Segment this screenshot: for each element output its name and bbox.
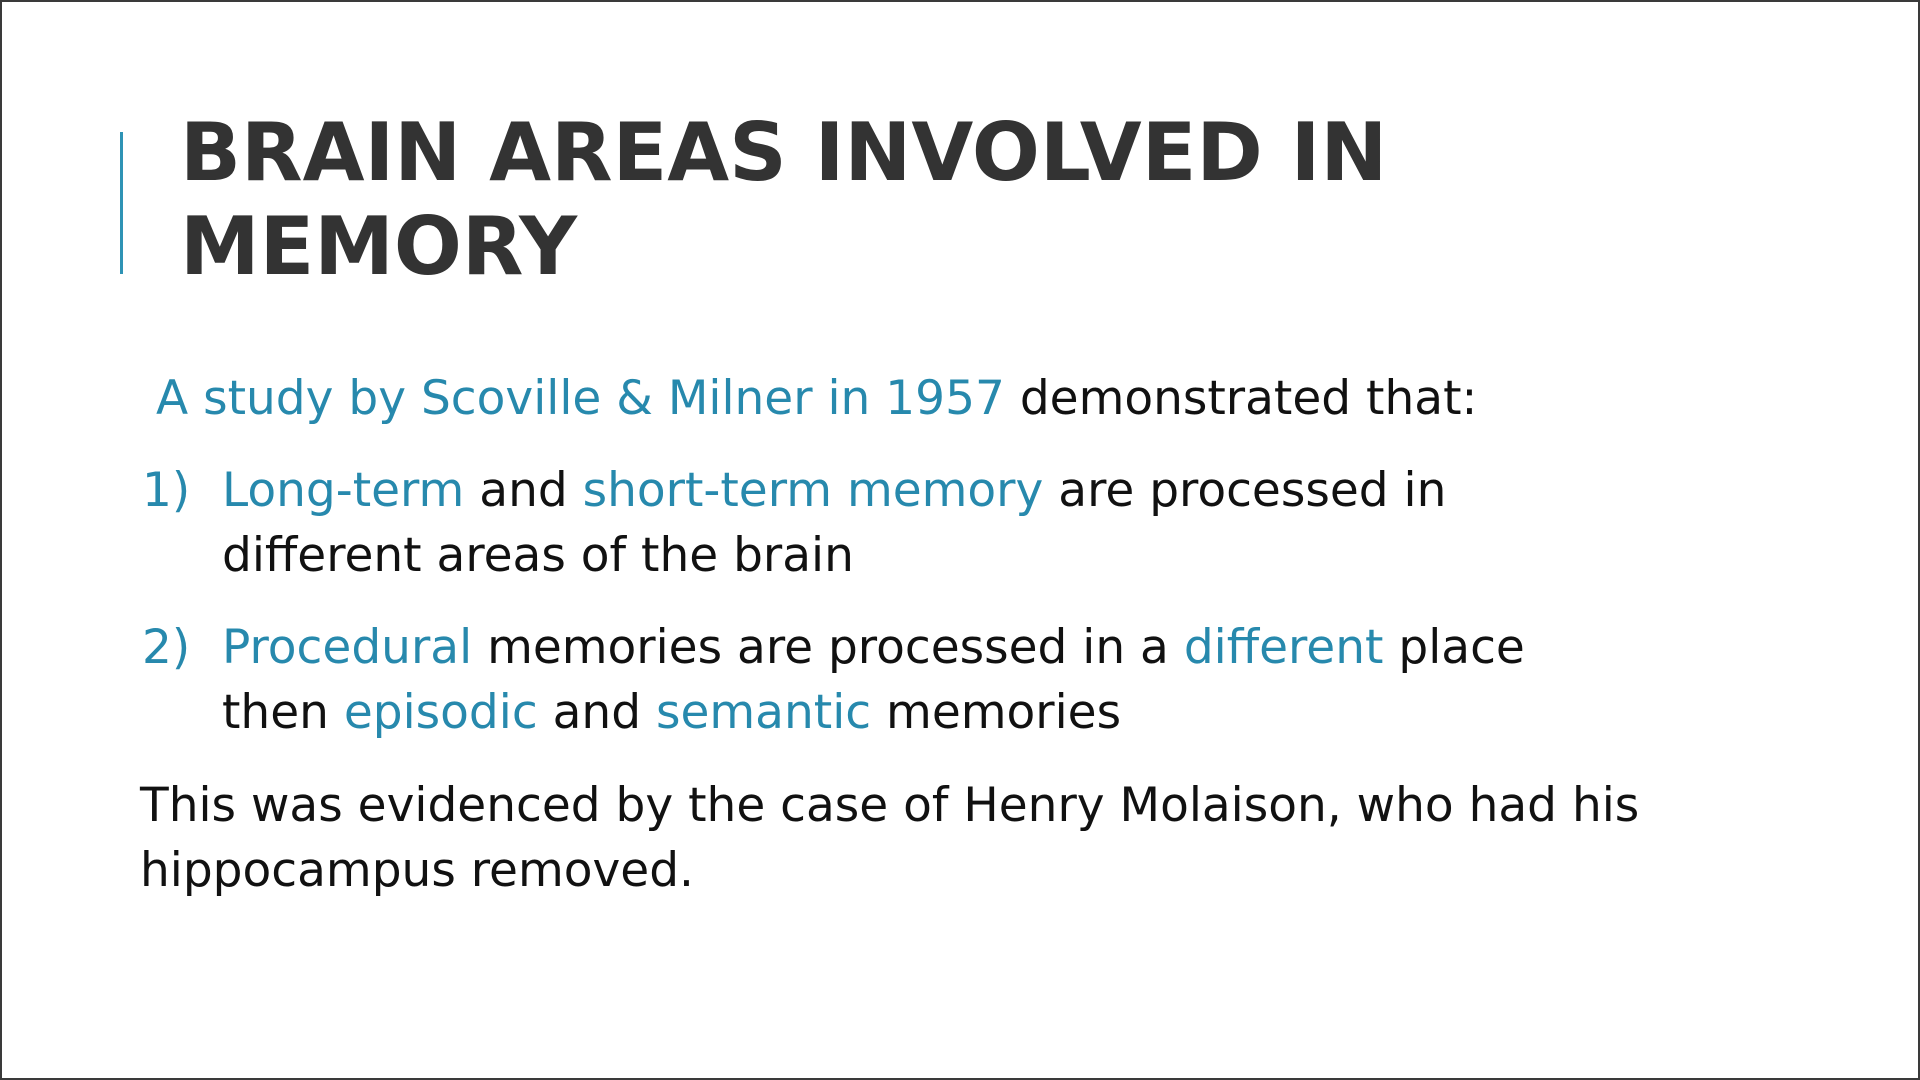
list-item-2-line-2 xyxy=(222,680,1702,745)
text-segment: and xyxy=(537,685,656,740)
intro-rest: demonstrated that: xyxy=(1004,371,1478,426)
intro-sentence xyxy=(156,366,1477,431)
list-number-2: 2) xyxy=(142,620,191,675)
list-item-1-line-1 xyxy=(222,458,1702,523)
text-segment: place xyxy=(1383,620,1525,675)
list-item-2-content xyxy=(222,615,1702,745)
text-segment: are processed in xyxy=(1043,463,1447,518)
term-procedural: Procedural xyxy=(222,620,473,675)
term-different: different xyxy=(1183,620,1384,675)
term-semantic: semantic xyxy=(655,685,872,740)
slide-title-line-1: BRAIN AREAS INVOLVED IN xyxy=(180,106,1388,199)
list-item-1-content xyxy=(222,458,1702,588)
list-item-2-line-1 xyxy=(222,615,1702,680)
slide-title xyxy=(180,106,1680,294)
term-short-term-memory: short-term memory xyxy=(582,463,1044,518)
list-number-1: 1) xyxy=(142,463,191,518)
text-segment: then xyxy=(222,685,344,740)
slide-title-line-2: MEMORY xyxy=(180,200,578,293)
list-item-1-line-2: different areas of the brain xyxy=(222,528,854,583)
conclusion-paragraph xyxy=(140,773,1820,903)
text-segment: and xyxy=(464,463,583,518)
title-accent-bar xyxy=(120,132,123,274)
term-episodic: episodic xyxy=(343,685,538,740)
text-segment: memories are processed in a xyxy=(472,620,1184,675)
conclusion-line-1: This was evidenced by the case of Henry Molaison, who had his xyxy=(140,778,1640,833)
conclusion-line-2: hippocampus removed. xyxy=(140,843,694,898)
intro-study-reference: A study by Scoville & Milner in 1957 xyxy=(156,371,1005,426)
term-long-term: Long-term xyxy=(222,463,465,518)
text-segment: memories xyxy=(871,685,1122,740)
